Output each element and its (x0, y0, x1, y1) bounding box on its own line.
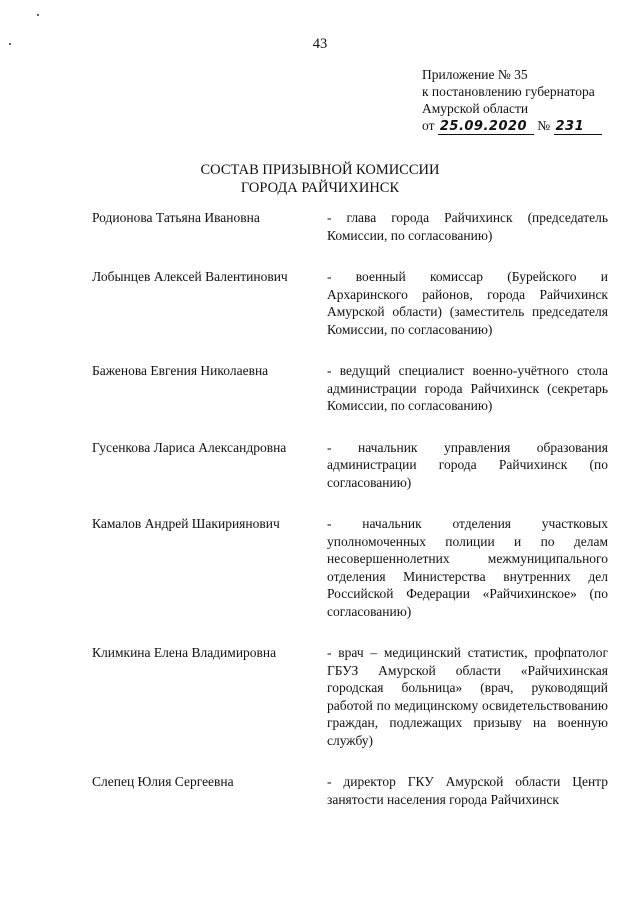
member-role: - военный комиссар (Бурейского и Архаринского районов, города Райчихинск Амурской области) (заместитель председателя Комиссии, по согласованию) (327, 269, 608, 337)
scan-speck (37, 14, 39, 16)
handwritten-number: 231 (554, 120, 602, 135)
member-role: - ведущий специалист военно-учётного стола администрации города Райчихинск (секретарь Комиссии, по согласованию) (327, 363, 608, 413)
member-name: Гусенкова Лариса Александровна (92, 439, 287, 455)
member-role: - начальник отделения участковых уполномоченных полиции и по делам несовершеннолетних межмуниципального отделения Министерства внутренних дел Российской Федерации «Райчихинское» (по согласованию) (327, 516, 608, 619)
member-name: Баженова Евгения Николаевна (92, 363, 269, 378)
appendix-date-line (422, 117, 622, 135)
date-prefix: от (422, 118, 435, 133)
member-row (92, 209, 608, 244)
member-name: Лобынцев Алексей Валентинович (92, 269, 288, 284)
member-row (92, 439, 608, 492)
member-role: - врач – медицинский статистик, профпатолог ГБУЗ Амурской области «Райчихинская городская больница» (врач, руководящий работой по медицинскому освидетельствованию граждан, подлежащих призыву на военную службу) (327, 645, 608, 748)
member-role: - начальник управления образования администрации города Райчихинск (по согласованию) (327, 439, 608, 490)
document-title (0, 161, 640, 197)
member-row (92, 268, 608, 338)
appendix-number: Приложение № 35 (422, 67, 528, 82)
appendix-header (422, 66, 622, 135)
member-row (92, 362, 608, 415)
title-line-2: ГОРОДА РАЙЧИХИНСК (240, 180, 400, 196)
appendix-region: Амурской области (422, 101, 529, 116)
member-row (92, 773, 608, 808)
appendix-decree: к постановлению губернатора (422, 84, 595, 99)
handwritten-date: 25.09.2020 (438, 120, 534, 135)
number-sign: № (537, 118, 551, 133)
member-name: Климкина Елена Владимировна (92, 645, 277, 660)
title-line-1: СОСТАВ ПРИЗЫВНОЙ КОМИССИИ (200, 162, 440, 178)
page-number: 43 (312, 36, 328, 52)
member-role: - директор ГКУ Амурской области Центр занятости населения города Райчихинск (327, 774, 608, 807)
member-role: - глава города Райчихинск (председатель Комиссии, по согласованию) (327, 210, 608, 243)
member-name: Слепец Юлия Сергеевна (92, 774, 234, 789)
commission-members-list (92, 209, 608, 808)
member-name: Родионова Татьяна Ивановна (92, 210, 260, 225)
member-row (92, 644, 608, 749)
member-name: Камалов Андрей Шакириянович (92, 516, 280, 531)
member-row (92, 515, 608, 620)
